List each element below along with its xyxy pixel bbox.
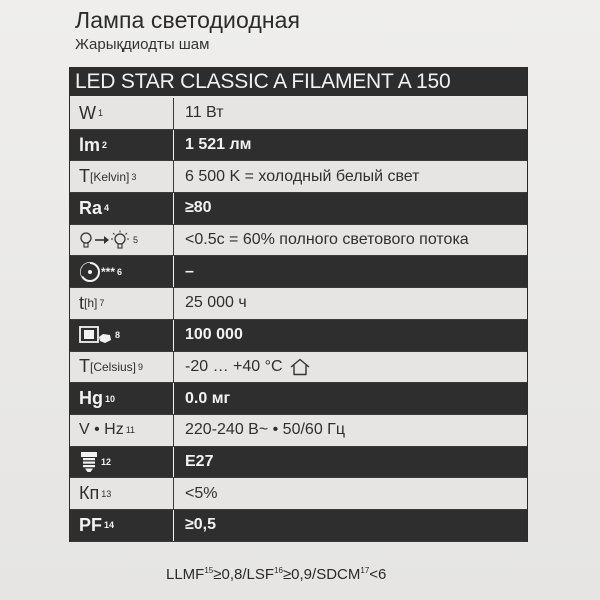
label-text: Hg	[79, 388, 103, 409]
footnote-ref: 15	[204, 566, 214, 575]
spec-row-ambient-temperature	[70, 352, 527, 384]
lsf-label: LSF	[246, 566, 275, 583]
switch-cycles-icon	[79, 325, 113, 345]
spec-value: ≥0,5	[185, 516, 217, 534]
spec-row-color-temperature	[70, 161, 527, 193]
spec-value: 0.0 мг	[185, 389, 231, 407]
spec-label: Ra 4	[70, 193, 174, 224]
label-text: ***	[101, 264, 116, 279]
sdcm-value: <6	[369, 566, 387, 583]
footnote-ref: 17	[360, 566, 370, 575]
lamp-warmup-icon	[79, 230, 131, 250]
spec-table	[69, 67, 528, 542]
spec-row-base	[70, 447, 527, 479]
spec-row-color-rendering	[70, 193, 527, 225]
model-name: LED STAR CLASSIC A FILAMENT A 150	[70, 67, 527, 98]
spec-value: 220-240 В~ • 50/60 Гц	[185, 421, 345, 439]
spec-row-voltage-frequency	[70, 415, 527, 447]
label-text: Ra	[79, 197, 103, 218]
spec-label: W 1	[70, 98, 174, 129]
spec-value: E27	[185, 452, 214, 470]
label-text: lm	[79, 134, 101, 155]
lamp-base-icon	[79, 451, 99, 473]
spec-label: 8	[70, 320, 174, 351]
spec-label: t [h] 7	[70, 288, 174, 319]
label-header	[75, 6, 535, 54]
spec-value: –	[185, 262, 194, 280]
spec-label: Hg 10	[70, 383, 174, 414]
spec-row-switch-cycles	[70, 320, 527, 352]
footnote-line	[166, 566, 386, 583]
spec-value: <0.5c = 60% полного светового потока	[185, 231, 469, 249]
page-title: Лампа светодиодная	[75, 7, 301, 33]
spec-row-mercury	[70, 383, 527, 415]
spec-label: Кп 13	[70, 478, 174, 509]
spec-label: T [Celsius] 9	[70, 352, 174, 383]
page-subtitle: Жарықдиодты шам	[75, 36, 210, 53]
spec-row-luminous-flux	[70, 130, 527, 162]
footnote-ref: 16	[274, 566, 283, 575]
lsf-value: ≥0,9/	[282, 566, 317, 583]
label-text: T	[79, 166, 90, 187]
spec-value: -20 … +40 °C	[185, 357, 283, 375]
spec-row-warmup-time	[70, 225, 527, 257]
llmf-value: ≥0,8/	[213, 566, 247, 583]
label-text: PF	[79, 514, 103, 535]
spec-label: T [Kelvin] 3	[70, 161, 174, 192]
spec-label: 12	[70, 447, 174, 478]
label-text: V • Hz	[79, 421, 124, 439]
spec-row-dimmable	[70, 256, 527, 288]
spec-value: ≥80	[185, 199, 212, 217]
spec-label: PF 14	[70, 510, 174, 541]
spec-value: <5%	[185, 484, 218, 502]
spec-label: *** 6	[70, 256, 174, 287]
label-text: t	[79, 292, 85, 313]
spec-label: lm 2	[70, 130, 174, 161]
spec-value: 11 Вт	[185, 104, 224, 122]
label-text: Кп	[79, 483, 100, 504]
label-text: W	[79, 102, 96, 123]
spec-label: 5	[70, 225, 174, 256]
spec-value: 1 521 лм	[185, 136, 252, 154]
spec-value-cell	[174, 352, 527, 383]
spec-row-flicker	[70, 478, 527, 510]
llmf-label: LLMF	[166, 566, 205, 583]
label-text: T	[79, 356, 90, 377]
spec-row-power-factor	[70, 510, 527, 542]
spec-row-power	[70, 98, 527, 130]
house-icon	[289, 358, 311, 376]
spec-label: V • Hz 11	[70, 415, 174, 446]
dimmer-icon	[79, 261, 101, 283]
spec-value: 6 500 K = холодный белый свет	[185, 167, 420, 185]
sdcm-label: SDCM	[316, 566, 361, 583]
spec-value: 100 000	[185, 326, 243, 344]
spec-value: 25 000 ч	[185, 294, 247, 312]
spec-row-lifetime	[70, 288, 527, 320]
